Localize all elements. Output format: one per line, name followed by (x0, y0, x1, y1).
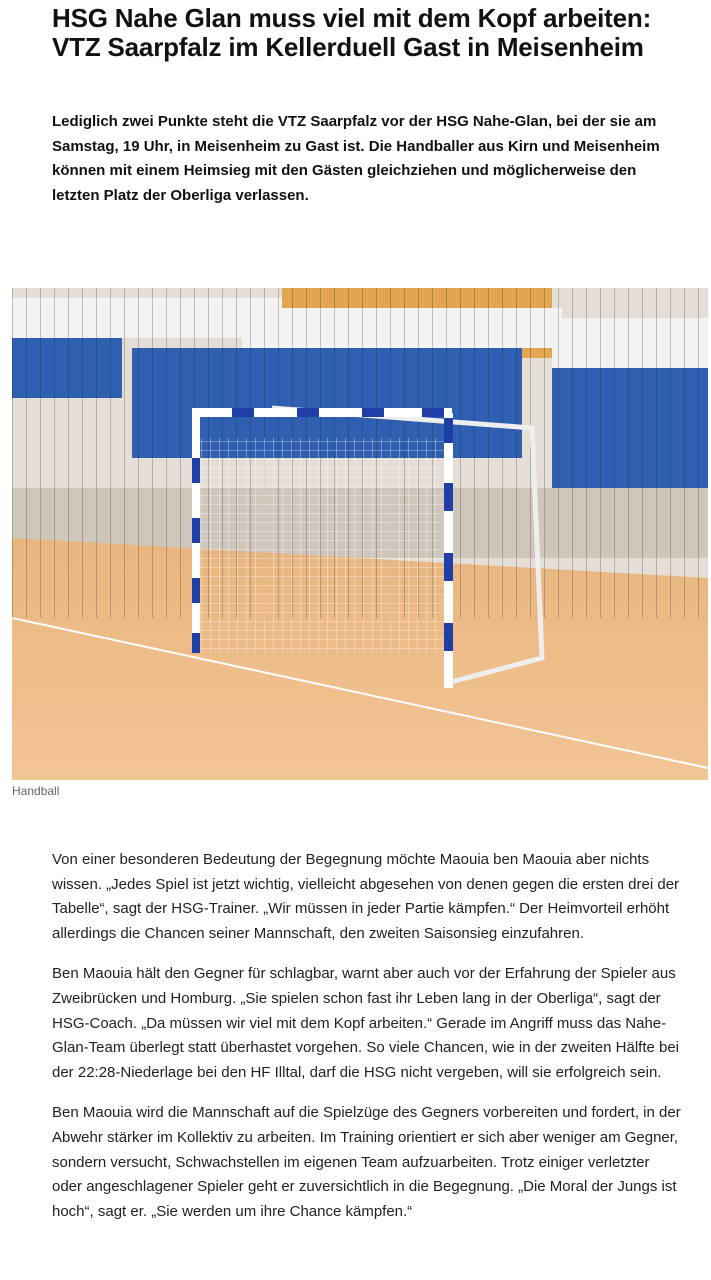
article-paragraph: Von einer besonderen Bedeutung der Begegnung möchte Maouia ben Maouia aber nichts wissen. „Jedes Spiel ist jetzt wichtig, vielleicht abgesehen von denen gegen die ersten drei der Tabelle“, sagt der HSG-Trainer. „Wir müssen in jeder Partie kämpfen.“ Der Heimvorteil erhöht allerdings die Chancen seiner Mannschaft, den zweiten Saisonsieg einzufahren. (52, 851, 680, 942)
article-lead: Lediglich zwei Punkte steht die VTZ Saarpfalz vor der HSG Nahe-Glan, bei der sie am Samstag, 19 Uhr, in Meisenheim zu Gast ist. Die Handballer aus Kirn und Meisenheim können mit einem Heimsieg mit den Gästen gleichziehen und möglicherweise den letzten Platz der Oberliga verlassen. (52, 113, 660, 204)
article-body (52, 848, 682, 1240)
image-caption: Handball (12, 784, 60, 798)
article-headline: HSG Nahe Glan muss viel mit dem Kopf arbeiten: VTZ Saarpfalz im Kellerduell Gast in Meisenheim (52, 3, 652, 62)
article-paragraph: Ben Maouia hält den Gegner für schlagbar, warnt aber auch vor der Erfahrung der Spieler aus Zweibrücken und Homburg. „Sie spielen schon fast ihr Leben lang in der Oberliga“, sagt der HSG-Coach. „Da müssen wir viel mit dem Kopf arbeiten.“ Gerade im Angriff muss das Nahe-Glan-Team überlegt statt überhastet vorgehen. So viele Chancen, wie in der zweiten Hälfte bei der 22:28-Niederlage bei den HF Illtal, darf die HSG nicht vergeben, will sie erfolgreich sein. (52, 965, 680, 1081)
article-image (12, 288, 708, 780)
article-paragraph: Ben Maouia wird die Mannschaft auf die Spielzüge des Gegners vorbereiten und fordert, in der Abwehr stärker im Kollektiv zu arbeiten. Im Training orientiert er sich aber weniger am Gegner, sondern versucht, Schwachstellen im eigenen Team aufzuarbeiten. Trotz einiger verletzter oder angeschlagener Spieler geht er zuversichtlich in die Begegnung. „Die Moral der Jungs ist hoch“, sagt er. „Sie werden um ihre Chance kämpfen.“ (52, 1104, 681, 1220)
